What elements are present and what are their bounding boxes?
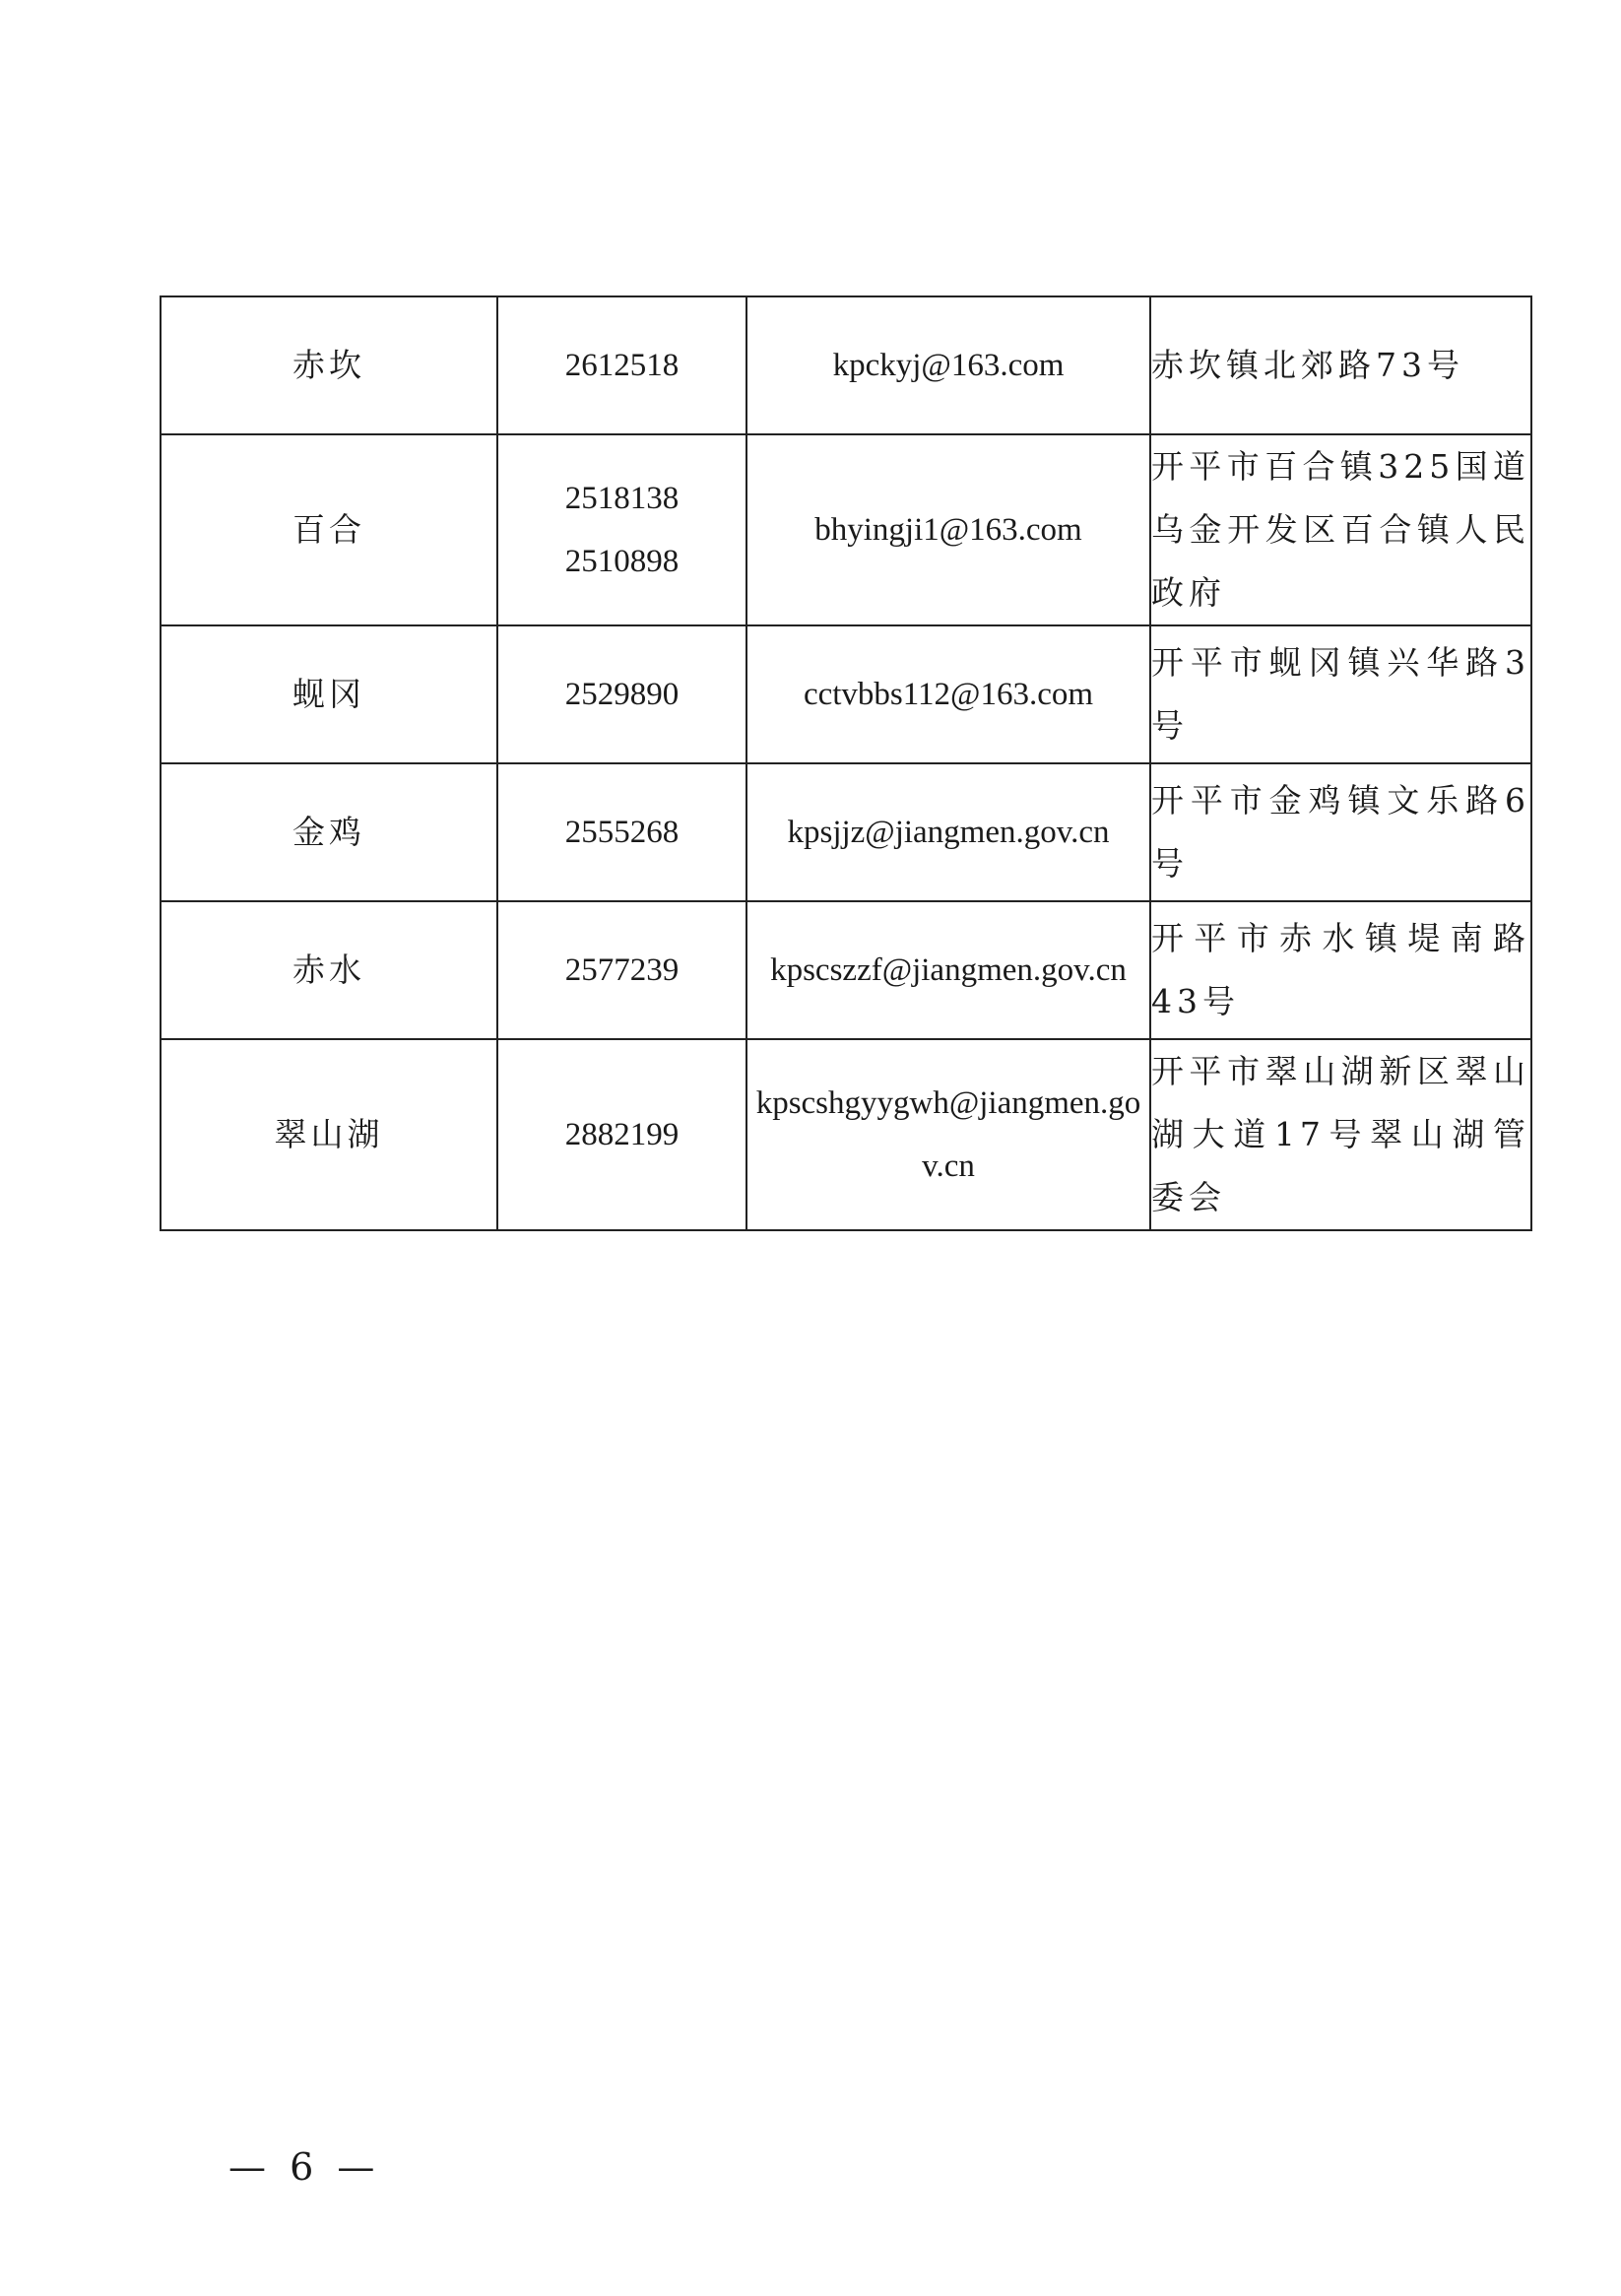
email-address: kpsjjz@jiangmen.gov.cn xyxy=(787,815,1110,850)
email-cell xyxy=(746,763,1150,901)
table-row xyxy=(161,1039,1531,1230)
phone-number: 2510898 xyxy=(564,544,680,579)
phone-number: 2518138 xyxy=(564,481,680,516)
town-cell: 百合 xyxy=(161,434,497,625)
phone-cell xyxy=(497,296,746,434)
town-cell: 翠山湖 xyxy=(161,1039,497,1230)
town-cell: 赤坎 xyxy=(161,296,497,434)
email-address: kpckyj@163.com xyxy=(832,348,1065,383)
phone-number: 2882199 xyxy=(564,1117,680,1152)
address-cell: 赤坎镇北郊路73号 xyxy=(1150,296,1531,434)
contact-table xyxy=(160,295,1532,1231)
town-cell: 金鸡 xyxy=(161,763,497,901)
phone-number: 2529890 xyxy=(564,677,680,712)
address-cell: 开平市翠山湖新区翠山湖大道17号翠山湖管委会 xyxy=(1150,1039,1531,1230)
phone-cell xyxy=(497,625,746,763)
email-address: bhyingji1@163.com xyxy=(814,512,1082,548)
phone-cell xyxy=(497,434,746,625)
address-cell: 开平市百合镇325国道乌金开发区百合镇人民政府 xyxy=(1150,434,1531,625)
phone-cell xyxy=(497,763,746,901)
email-address: kpscszzf@jiangmen.gov.cn xyxy=(770,952,1127,988)
page-number: — 6 — xyxy=(228,2145,381,2189)
phone-cell xyxy=(497,901,746,1039)
address-cell: 开平市金鸡镇文乐路6号 xyxy=(1150,763,1531,901)
email-cell xyxy=(746,434,1150,625)
address-cell: 开平市蚬冈镇兴华路3号 xyxy=(1150,625,1531,763)
table-row xyxy=(161,296,1531,434)
email-address: kpscshgyygwh@jiangmen.gov.cn xyxy=(755,1085,1141,1184)
table-row xyxy=(161,434,1531,625)
table-row xyxy=(161,901,1531,1039)
phone-number: 2577239 xyxy=(564,952,680,988)
table-row xyxy=(161,763,1531,901)
phone-number: 2612518 xyxy=(564,348,680,383)
email-cell xyxy=(746,625,1150,763)
phone-number: 2555268 xyxy=(564,815,680,850)
email-address: cctvbbs112@163.com xyxy=(803,677,1094,712)
email-cell xyxy=(746,296,1150,434)
email-cell xyxy=(746,1039,1150,1230)
town-cell: 赤水 xyxy=(161,901,497,1039)
email-cell xyxy=(746,901,1150,1039)
phone-cell xyxy=(497,1039,746,1230)
town-cell: 蚬冈 xyxy=(161,625,497,763)
table-row xyxy=(161,625,1531,763)
address-cell: 开平市赤水镇堤南路43号 xyxy=(1150,901,1531,1039)
